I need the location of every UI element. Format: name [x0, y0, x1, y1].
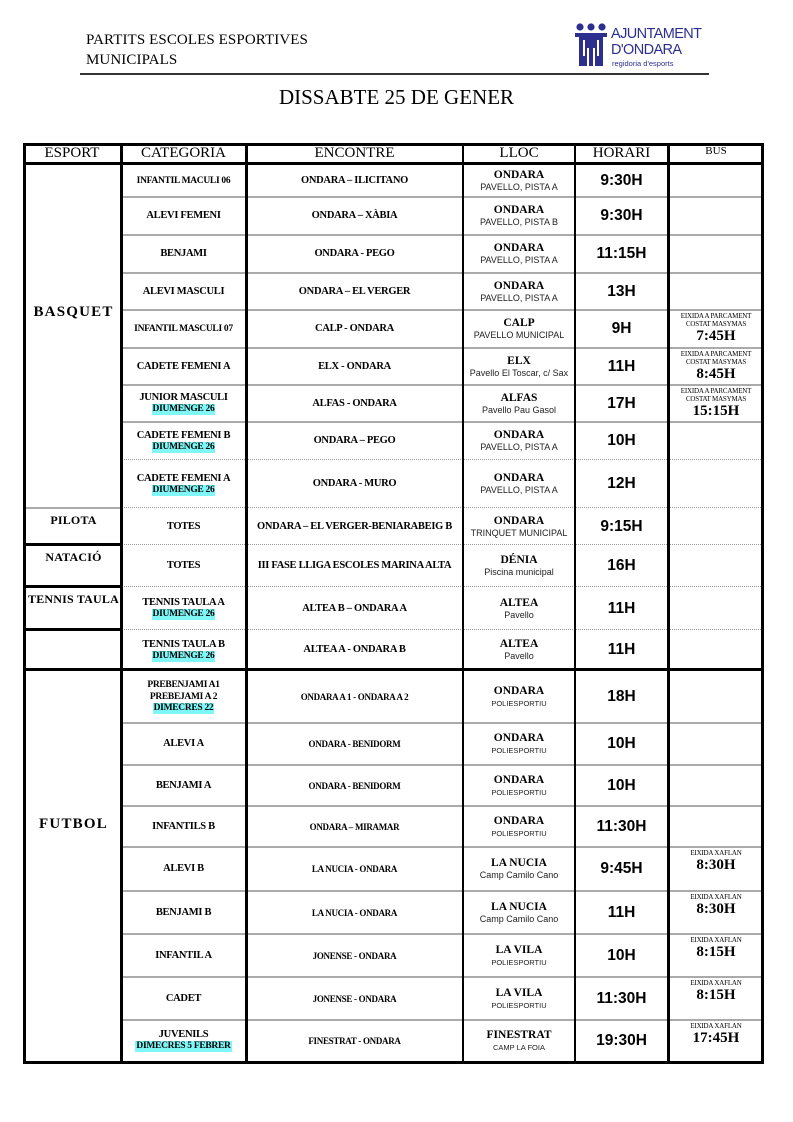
venue-town: ONDARA: [493, 773, 545, 786]
bus-cell: [668, 273, 764, 310]
day-title: DISSABTE 25 DE GENER: [278, 85, 515, 109]
bus-cell: [668, 545, 764, 587]
time-cell: [575, 670, 668, 723]
match-cell: [246, 723, 463, 765]
category-cell: [121, 587, 246, 630]
match-cell: [246, 273, 463, 310]
sport-cell: [26, 164, 121, 508]
venue-cell: [463, 422, 575, 460]
category-label: ALEVI B: [163, 863, 204, 874]
column-divider: [120, 146, 123, 1061]
category-cell: [121, 630, 246, 670]
venue-town: CALP: [503, 317, 535, 329]
venue-detail: POLIESPORTIU: [491, 787, 547, 797]
venue-detail: POLIESPORTIU: [491, 698, 547, 708]
match-cell: [246, 460, 463, 508]
time-cell: [575, 422, 668, 460]
sport-divider: [26, 628, 121, 631]
bus-cell: [668, 385, 764, 422]
match-label: ALTEA A - ONDARA B: [303, 644, 406, 655]
bus-cell: [668, 235, 764, 273]
match-cell: [246, 765, 463, 806]
venue-town: FINESTRAT: [486, 1028, 552, 1041]
bus-cell: [668, 891, 764, 934]
venue-town: ONDARA: [493, 514, 545, 527]
category-label: ALEVI FEMENI: [146, 210, 221, 221]
match-cell: [246, 847, 463, 891]
title-line-1: PARTITS ESCOLES ESPORTIVES: [86, 32, 308, 48]
category-cell: [121, 847, 246, 891]
match-label: ONDARA – PEGO: [313, 435, 396, 446]
venue-cell: [463, 235, 575, 273]
time-cell: [575, 587, 668, 630]
date-note-highlight: DIMECRES 5 FEBRER: [136, 1041, 231, 1051]
match-cell: [246, 806, 463, 847]
sport-divider: [26, 668, 121, 671]
column-divider: [667, 146, 670, 1061]
logo-line-2: D'ONDARA: [611, 42, 682, 58]
match-cell: [246, 348, 463, 385]
venue-cell: [463, 765, 575, 806]
venue-detail: PAVELLO, PISTA A: [480, 181, 558, 192]
bus-departure-time: 8:30H: [696, 901, 736, 917]
match-time: 11H: [607, 599, 636, 617]
time-cell: [575, 348, 668, 385]
date-note-highlight: DIMECRES 22: [153, 703, 214, 713]
bus-departure-note: EIXIDA XAFLAN: [690, 979, 742, 987]
bus-departure-note: EIXIDA A PARCAMENT COSTAT MASYMAS: [680, 350, 752, 366]
bus-cell: [668, 934, 764, 977]
category-label: BENJAMI B: [155, 906, 212, 918]
category-label: PREBENJAMI A1: [147, 680, 220, 690]
bus-cell: [668, 765, 764, 806]
bus-cell: [668, 422, 764, 460]
venue-detail: PAVELLO, PISTA A: [480, 292, 558, 303]
category-label: PREBEJAMI A 2: [149, 692, 218, 702]
match-label: ONDARA - BENIDORM: [308, 739, 401, 749]
venue-detail: PAVELLO MUNICIPAL: [473, 330, 565, 340]
header-divider: [80, 73, 709, 75]
category-cell: [121, 273, 246, 310]
sport-name: NATACIÓ: [45, 550, 102, 564]
column-header-horari: HORARI: [592, 145, 651, 161]
category-label: INFANTILS B: [152, 820, 215, 832]
bus-cell: [668, 310, 764, 348]
time-cell: [575, 891, 668, 934]
logo-line-3: regidoria d'esports: [612, 59, 674, 68]
match-cell: [246, 197, 463, 235]
venue-town: LA NUCIA: [491, 900, 547, 913]
venue-cell: [463, 847, 575, 891]
venue-town: ONDARA: [493, 204, 545, 216]
category-cell: [121, 977, 246, 1020]
sport-divider: [26, 543, 121, 546]
category-cell: [121, 310, 246, 348]
match-time: 16H: [607, 557, 636, 574]
category-label: CADETE FEMENI B: [136, 429, 231, 441]
match-time: 11H: [607, 641, 636, 658]
venue-detail: POLIESPORTIU: [491, 746, 547, 755]
venue-detail: POLIESPORTIU: [491, 1000, 547, 1010]
venue-detail: PAVELLO, PISTA A: [480, 442, 558, 452]
venue-cell: [463, 310, 575, 348]
match-label: III FASE LLIGA ESCOLES MARINA ALTA: [257, 560, 452, 571]
venue-town: ONDARA: [493, 472, 545, 484]
category-label: TENNIS TAULA B: [142, 638, 225, 650]
category-cell: [121, 197, 246, 235]
bus-cell: [668, 197, 764, 235]
venue-detail: PAVELLO, PISTA A: [480, 255, 558, 265]
venue-town: ALTEA: [499, 596, 539, 609]
venue-detail: PAVELLO, PISTA B: [479, 217, 559, 227]
match-cell: [246, 1020, 463, 1061]
venue-cell: [463, 348, 575, 385]
venue-cell: [463, 1020, 575, 1061]
venue-town: ONDARA: [493, 242, 545, 254]
column-divider: [462, 146, 464, 1061]
time-cell: [575, 310, 668, 348]
sport-cell: [26, 508, 121, 545]
category-cell: [121, 765, 246, 806]
venue-town: LA VILA: [495, 986, 543, 999]
column-header-encontre: ENCONTRE: [314, 145, 395, 161]
time-cell: [575, 934, 668, 977]
time-cell: [575, 460, 668, 508]
match-time: 17H: [607, 394, 636, 412]
sport-divider: [26, 507, 121, 509]
match-time: 10H: [607, 776, 636, 794]
venue-cell: [463, 273, 575, 310]
venue-cell: [463, 891, 575, 934]
time-cell: [575, 977, 668, 1020]
time-cell: [575, 806, 668, 847]
match-time: 12H: [607, 475, 636, 492]
category-label: ALEVI MASCULI: [142, 285, 225, 297]
match-cell: [246, 385, 463, 422]
venue-town: ONDARA: [493, 814, 545, 827]
category-label: TOTES: [166, 560, 201, 571]
bus-departure-time: 17:45H: [692, 1030, 740, 1046]
venue-town: LA NUCIA: [491, 857, 547, 869]
bus-cell: [668, 587, 764, 630]
match-label: FINESTRAT - ONDARA: [308, 1035, 401, 1046]
match-time: 10H: [607, 946, 636, 964]
match-label: ONDARA – EL VERGER: [298, 285, 411, 297]
match-cell: [246, 545, 463, 587]
category-cell: [121, 422, 246, 460]
column-divider: [245, 146, 248, 1061]
category-cell: [121, 164, 246, 197]
venue-town: ONDARA: [493, 279, 545, 292]
match-time: 9:30H: [600, 171, 643, 189]
match-cell: [246, 670, 463, 723]
sport-cell: [26, 545, 121, 587]
column-header-lloc: LLOC: [499, 145, 539, 161]
match-label: ONDARA - PEGO: [314, 248, 395, 259]
bus-cell: [668, 847, 764, 891]
column-header-categoria: CATEGORIA: [141, 145, 226, 161]
bus-departure-time: 7:45H: [696, 328, 736, 344]
match-cell: [246, 164, 463, 197]
match-label: ALFAS - ONDARA: [312, 397, 397, 409]
venue-detail: POLIESPORTIU: [491, 957, 547, 967]
title-line-2: MUNICIPALS: [86, 52, 178, 68]
match-label: ONDARA - BENIDORM: [308, 780, 401, 791]
match-cell: [246, 508, 463, 545]
match-time: 13H: [607, 282, 636, 300]
match-cell: [246, 422, 463, 460]
time-cell: [575, 630, 668, 670]
venue-town: ONDARA: [493, 429, 545, 441]
sport-name: TENNIS TAULA: [28, 592, 119, 606]
category-cell: [121, 385, 246, 422]
venue-detail: PAVELLO, PISTA A: [480, 485, 558, 495]
venue-detail: Camp Camilo Cano: [479, 913, 559, 924]
time-cell: [575, 273, 668, 310]
match-time: 11H: [607, 357, 636, 375]
sport-cell: [26, 670, 121, 1061]
match-time: 9:30H: [600, 207, 643, 224]
bus-departure-time: 8:30H: [696, 857, 736, 873]
match-cell: [246, 630, 463, 670]
logo-line-1: AJUNTAMENT: [611, 26, 702, 42]
bus-cell: [668, 1020, 764, 1061]
match-label: ALTEA B – ONDARA A: [302, 602, 407, 614]
venue-cell: [463, 460, 575, 508]
venue-town: DÉNIA: [500, 554, 538, 566]
venue-cell: [463, 587, 575, 630]
match-time: 9:15H: [600, 517, 643, 535]
category-label: INFANTIL MASCULI 07: [134, 324, 233, 334]
venue-town: ONDARA: [493, 168, 545, 181]
venue-cell: [463, 630, 575, 670]
match-cell: [246, 977, 463, 1020]
category-cell: [121, 1020, 246, 1061]
category-cell: [121, 723, 246, 765]
match-label: JONENSE - ONDARA: [312, 950, 397, 961]
ajuntament-logo: [574, 22, 714, 68]
sport-cell: [26, 587, 121, 630]
category-cell: [121, 460, 246, 508]
column-header-bus: BUS: [705, 145, 727, 157]
match-cell: [246, 934, 463, 977]
venue-cell: [463, 806, 575, 847]
bus-departure-time: 8:45H: [696, 366, 736, 382]
sport-name: FUTBOL: [39, 816, 108, 832]
venue-cell: [463, 934, 575, 977]
time-cell: [575, 545, 668, 587]
match-time: 11:30H: [596, 989, 647, 1007]
venue-cell: [463, 385, 575, 422]
bus-cell: [668, 348, 764, 385]
date-note-highlight: DIUMENGE 26: [152, 650, 215, 661]
match-label: ONDARA – XÀBIA: [311, 210, 398, 221]
venue-detail: Camp Camilo Cano: [479, 870, 559, 880]
time-cell: [575, 385, 668, 422]
time-cell: [575, 164, 668, 197]
bus-departure-note: EIXIDA A PARCAMENT COSTAT MASYMAS: [680, 387, 752, 403]
match-label: ONDARA - MURO: [312, 478, 397, 489]
bus-departure-note: EIXIDA XAFLAN: [690, 849, 742, 857]
time-cell: [575, 765, 668, 806]
venue-town: ONDARA: [493, 684, 545, 697]
bus-departure-note: EIXIDA A PARCAMENT COSTAT MASYMAS: [680, 312, 752, 328]
venue-cell: [463, 164, 575, 197]
match-time: 18H: [607, 687, 636, 705]
category-cell: [121, 348, 246, 385]
venue-cell: [463, 197, 575, 235]
date-note-highlight: DIUMENGE 26: [152, 609, 215, 619]
bus-cell: [668, 164, 764, 197]
category-label: BENJAMI A: [155, 779, 212, 791]
bus-cell: [668, 723, 764, 765]
venue-detail: TRINQUET MUNICIPAL: [470, 527, 568, 538]
bus-departure-note: EIXIDA XAFLAN: [690, 1022, 742, 1030]
venue-town: ALTEA: [499, 638, 539, 650]
category-cell: [121, 891, 246, 934]
venue-town: LA VILA: [495, 943, 543, 956]
category-cell: [121, 806, 246, 847]
column-header-esport: ESPORT: [44, 145, 100, 161]
venue-detail: Piscina municipal: [484, 567, 554, 577]
bus-cell: [668, 806, 764, 847]
venue-cell: [463, 723, 575, 765]
match-time: 11:15H: [596, 245, 647, 262]
venue-detail: Pavello: [504, 651, 534, 661]
time-cell: [575, 508, 668, 545]
match-label: CALP - ONDARA: [315, 323, 394, 334]
bus-departure-note: EIXIDA XAFLAN: [690, 936, 742, 944]
time-cell: [575, 235, 668, 273]
bus-cell: [668, 508, 764, 545]
date-note-highlight: DIUMENGE 26: [152, 484, 215, 495]
match-cell: [246, 310, 463, 348]
match-cell: [246, 891, 463, 934]
match-label: ONDARA A 1 - ONDARA A 2: [300, 691, 409, 702]
match-label: JONENSE - ONDARA: [312, 993, 397, 1004]
bus-departure-time: 15:15H: [692, 403, 740, 419]
people-emblem-icon: [574, 22, 608, 68]
bus-cell: [668, 977, 764, 1020]
column-divider: [574, 146, 576, 1061]
match-cell: [246, 587, 463, 630]
venue-detail: Pavello Pau Gasol: [481, 404, 557, 415]
category-cell: [121, 508, 246, 545]
sport-cell: [26, 630, 121, 670]
schedule-table: [23, 143, 764, 1064]
category-cell: [121, 545, 246, 587]
bus-departure-time: 8:15H: [696, 944, 736, 960]
category-cell: [121, 934, 246, 977]
category-label: INFANTIL A: [155, 949, 212, 961]
venue-detail: CAMP LA FOIA: [493, 1042, 545, 1052]
category-label: CADETE FEMENI A: [136, 360, 231, 372]
venue-town: ELX: [507, 354, 531, 367]
match-time: 10H: [607, 432, 636, 449]
venue-town: ALFAS: [500, 391, 538, 404]
match-label: ELX - ONDARA: [318, 360, 391, 372]
match-time: 11:30H: [596, 817, 647, 835]
category-label: TOTES: [166, 520, 201, 532]
venue-cell: [463, 977, 575, 1020]
category-label: ALEVI A: [163, 738, 204, 749]
venue-detail: Pavello: [504, 609, 534, 620]
match-time: 9H: [611, 320, 632, 337]
bus-cell: [668, 460, 764, 508]
time-cell: [575, 197, 668, 235]
venue-cell: [463, 545, 575, 587]
time-cell: [575, 847, 668, 891]
document-title: [86, 30, 308, 70]
match-time: 19:30H: [596, 1031, 647, 1049]
category-label: CADETE FEMENI A: [136, 472, 231, 484]
match-label: ONDARA – EL VERGER-BENIARABEIG B: [257, 520, 452, 532]
category-cell: [121, 670, 246, 723]
venue-cell: [463, 670, 575, 723]
bus-departure-time: 8:15H: [696, 987, 736, 1003]
category-label: JUNIOR MASCULI: [139, 392, 228, 403]
category-label: BENJAMI: [160, 248, 207, 259]
bus-cell: [668, 670, 764, 723]
match-label: LA NUCIA - ONDARA: [311, 864, 398, 874]
date-note-highlight: DIUMENGE 26: [152, 404, 215, 414]
venue-detail: Pavello El Toscar, c/ Sax: [469, 367, 569, 378]
category-label: TENNIS TAULA A: [142, 597, 225, 608]
bus-cell: [668, 630, 764, 670]
time-cell: [575, 1020, 668, 1061]
match-time: 10H: [607, 735, 636, 752]
bus-departure-note: EIXIDA XAFLAN: [690, 893, 742, 901]
venue-town: ONDARA: [493, 732, 545, 744]
time-cell: [575, 723, 668, 765]
category-label: INFANTIL MACULI 06: [136, 175, 231, 186]
match-time: 9:45H: [600, 860, 643, 877]
sport-name: BASQUET: [33, 304, 114, 320]
match-label: ONDARA – ILICITANO: [300, 174, 408, 186]
sport-name: PILOTA: [50, 513, 97, 527]
sport-divider: [26, 585, 121, 588]
venue-detail: POLIESPORTIU: [491, 828, 547, 838]
category-cell: [121, 235, 246, 273]
match-label: LA NUCIA - ONDARA: [311, 907, 398, 918]
date-note-highlight: DIUMENGE 26: [152, 441, 215, 452]
venue-cell: [463, 508, 575, 545]
match-cell: [246, 235, 463, 273]
category-label: JUVENILS: [158, 1029, 209, 1040]
match-time: 11H: [607, 903, 636, 921]
match-label: ONDARA – MIRAMAR: [309, 821, 400, 832]
category-label: CADET: [165, 992, 202, 1004]
